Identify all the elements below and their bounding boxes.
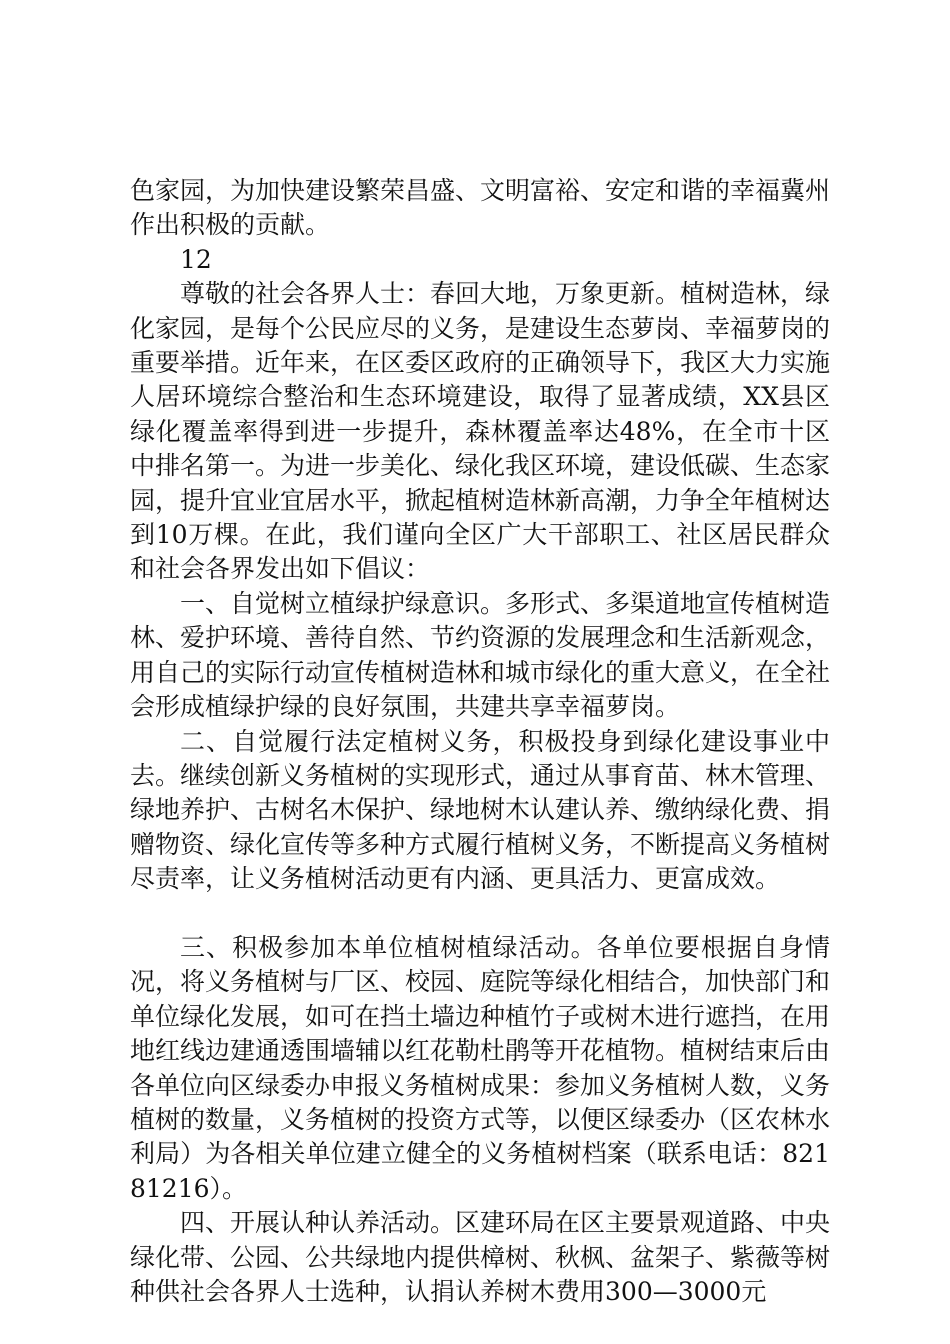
paragraph-intro: 尊敬的社会各界人士：春回大地，万象更新。植树造林，绿化家园，是每个公民应尽的义务，是建设生态萝岗、幸福萝岗的重要举措。近年来，在区委区政府的正确领导下，我区大力实施人居环境综合整治和生态环境建设，取得了显著成绩，XX县区绿化覆盖率得到进一步提升，森林覆盖率达48%，在全市十区中排名第一。为进一步美化、绿化我区环境，建设低碳、生态家园，提升宜业宜居水平，掀起植树造林新高潮，力争全年植树达到10万棵。在此，我们谨向全区广大干部职工、社区居民群众和社会各界发出如下倡议： <box>130 279 831 584</box>
paragraph-continuation: 色家园，为加快建设繁荣昌盛、文明富裕、安定和谐的幸福冀州作出积极的贡献。 <box>130 176 831 240</box>
paragraph-item-1: 一、自觉树立植绿护绿意识。多形式、多渠道地宣传植树造林、爱护环境、善待自然、节约资源的发展理念和生活新观念，用自己的实际行动宣传植树造林和城市绿化的重大意义，在全社会形成植绿护绿的良好氛围，共建共享幸福萝岗。 <box>130 588 831 722</box>
section-number: 12 <box>180 244 212 274</box>
paragraph-item-4: 四、开展认种认养活动。区建环局在区主要景观道路、中央绿化带、公园、公共绿地内提供樟树、秋枫、盆架子、紫薇等树种供社会各界人士选种，认捐认养树木费用300—3000元 <box>130 1208 831 1306</box>
paragraph-item-3: 三、积极参加本单位植树植绿活动。各单位要根据自身情况，将义务植树与厂区、校园、庭院等绿化相结合，加快部门和单位绿化发展，如可在挡土墙边种植竹子或树木进行遮挡，在用地红线边建通透围墙辅以红花勒杜鹃等开花植物。植树结束后由各单位向区绿委办申报义务植树成果：参加义务植树人数，义务植树的数量，义务植树的投资方式等，以便区绿委办（区农林水利局）为各相关单位建立健全的义务植树档案（联系电话：82181216）。 <box>130 932 831 1203</box>
document-body <box>130 174 830 1309</box>
paragraph-spacer <box>130 897 830 931</box>
paragraph-item-2: 二、自觉履行法定植树义务，积极投身到绿化建设事业中去。继续创新义务植树的实现形式，通过从事育苗、林木管理、绿地养护、古树名木保护、绿地树木认建认养、缴纳绿化费、捐赠物资、绿化宣传等多种方式履行植树义务，不断提高义务植树尽责率，让义务植树活动更有内涵、更具活力、更富成效。 <box>130 726 831 894</box>
